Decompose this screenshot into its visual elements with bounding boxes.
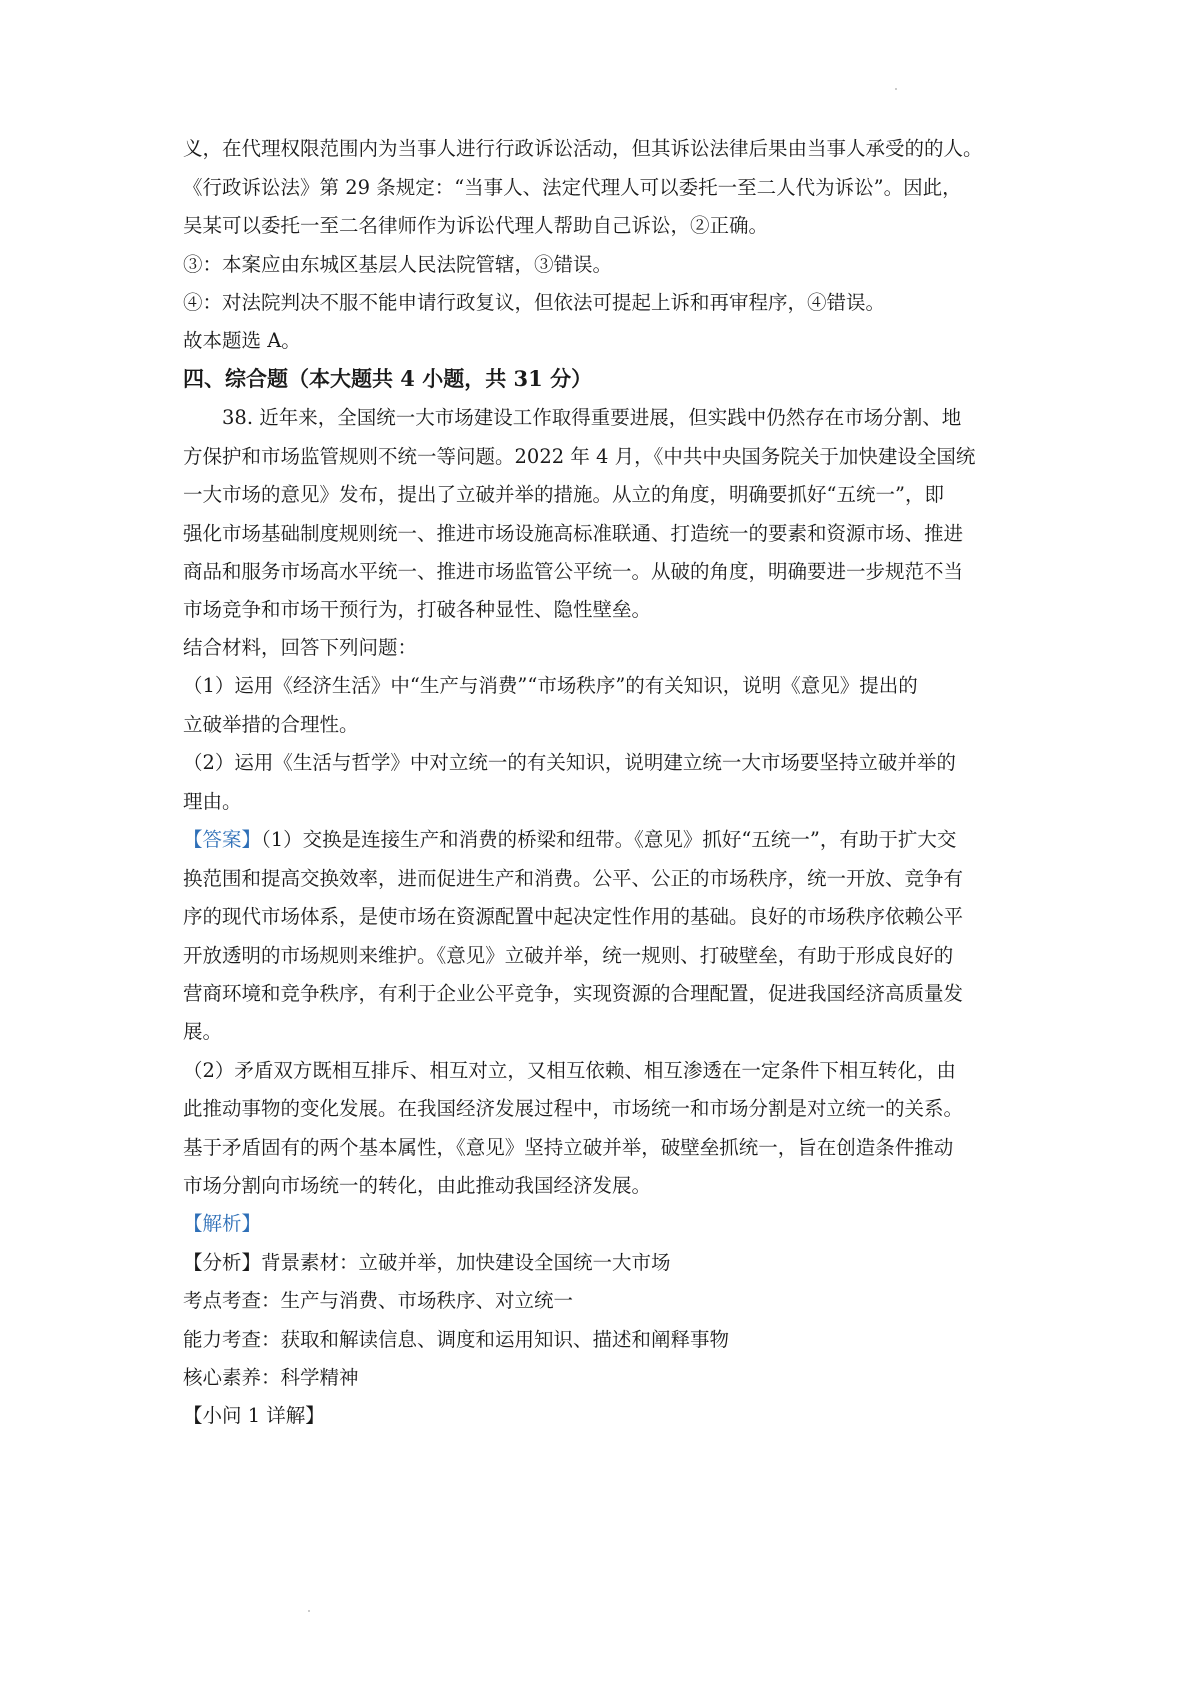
answer-line: 基于矛盾固有的两个基本属性，《意见》坚持立破并举，破壁垒抓统一，旨在创造条件推动 xyxy=(183,1136,954,1159)
sub-question-line: 立破举措的合理性。 xyxy=(183,713,359,736)
question-line: 方保护和市场监管规则不统一等问题。2022 年 4 月，《中共中央国务院关于加快建设全国统 xyxy=(183,445,976,468)
text-line: 故本题选 A。 xyxy=(183,329,301,352)
answer-line: （2）矛盾双方既相互排斥、相互对立，又相互依赖、相互渗透在一定条件下相互转化，由 xyxy=(183,1059,956,1082)
sub-question-line: （1）运用《经济生活》中“生产与消费”“市场秩序”的有关知识，说明《意见》提出的 xyxy=(183,674,918,697)
text-line: ③：本案应由东城区基层人民法院管辖，③错误。 xyxy=(183,253,613,276)
answer-tag: 【答案】 xyxy=(183,828,262,851)
scan-speck xyxy=(308,1610,310,1612)
text-line: 义，在代理权限范围内为当事人进行行政诉讼活动，但其诉讼法律后果由当事人承受的的人。 xyxy=(183,137,983,160)
analysis-line: 核心素养：科学精神 xyxy=(183,1366,359,1389)
analysis-line: 考点考查：生产与消费、市场秩序、对立统一 xyxy=(183,1289,574,1312)
answer-line xyxy=(183,826,1043,854)
section-heading: 四、综合题（本大题共 4 小题，共 31 分） xyxy=(183,366,593,391)
text-line: 《行政诉讼法》第 29 条规定：“当事人、法定代理人可以委托一至二人代为诉讼”。因此， xyxy=(183,176,962,199)
answer-line: 营商环境和竞争秩序，有利于企业公平竞争，实现资源的合理配置，促进我国经济高质量发 xyxy=(183,982,964,1005)
question-line: 强化市场基础制度规则统一、推进市场设施高标准联通、打造统一的要素和资源市场、推进 xyxy=(183,522,964,545)
analysis-line: 能力考查：获取和解读信息、调度和运用知识、描述和阐释事物 xyxy=(183,1328,730,1351)
prompt-line: 结合材料，回答下列问题： xyxy=(183,636,418,659)
scan-speck xyxy=(895,88,897,90)
answer-line: 序的现代市场体系，是使市场在资源配置中起决定性作用的基础。良好的市场秩序依赖公平 xyxy=(183,905,964,928)
answer-line: 换范围和提高交换效率，进而促进生产和消费。公平、公正的市场秩序，统一开放、竞争有 xyxy=(183,867,964,890)
question-line: 商品和服务市场高水平统一、推进市场监管公平统一。从破的角度，明确要进一步规范不当 xyxy=(183,560,964,583)
analysis-tag: 【解析】 xyxy=(183,1212,262,1235)
answer-line: 此推动事物的变化发展。在我国经济发展过程中，市场统一和市场分割是对立统一的关系。 xyxy=(183,1097,964,1120)
answer-line: 开放透明的市场规则来维护。《意见》立破并举，统一规则、打破壁垒，有助于形成良好的 xyxy=(183,944,954,967)
analysis-line: 【分析】背景素材：立破并举，加快建设全国统一大市场 xyxy=(183,1251,671,1274)
question-line: 一大市场的意见》发布，提出了立破并举的措施。从立的角度，明确要抓好“五统一”，即 xyxy=(183,483,944,506)
answer-line: 市场分割向市场统一的转化，由此推动我国经济发展。 xyxy=(183,1174,652,1197)
question-line: 38. 近年来，全国统一大市场建设工作取得重要进展，但实践中仍然存在市场分割、地 xyxy=(183,406,962,429)
sub-question-line: （2）运用《生活与哲学》中对立统一的有关知识，说明建立统一大市场要坚持立破并举的 xyxy=(183,751,956,774)
text-line: ④：对法院判决不服不能申请行政复议，但依法可提起上诉和再审程序，④错误。 xyxy=(183,291,886,314)
text-line: 吴某可以委托一至二名律师作为诉讼代理人帮助自己诉讼，②正确。 xyxy=(183,214,769,237)
question-line: 市场竞争和市场干预行为，打破各种显性、隐性壁垒。 xyxy=(183,598,652,621)
answer-text: （1）交换是连接生产和消费的桥梁和纽带。《意见》抓好“五统一”，有助于扩大交 xyxy=(261,828,957,851)
analysis-line: 【小问 1 详解】 xyxy=(183,1404,325,1427)
sub-question-line: 理由。 xyxy=(183,790,242,813)
answer-line: 展。 xyxy=(183,1020,223,1043)
